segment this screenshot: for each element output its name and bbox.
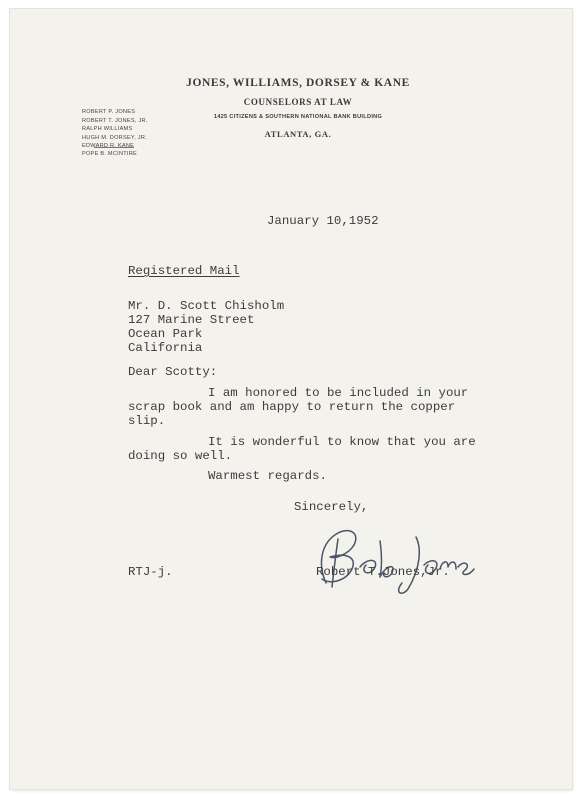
delivery-method: Registered Mail (128, 264, 240, 278)
typist-initials: RTJ-j. (128, 565, 173, 579)
paragraph-line: scrap book and am happy to return the copper (128, 400, 456, 414)
paragraph-line: It is wonderful to know that you are (208, 435, 476, 449)
partner-name: RALPH WILLIAMS (82, 126, 133, 133)
recipient-name: Mr. D. Scott Chisholm (128, 299, 285, 313)
letter-page (10, 9, 572, 789)
sign-off: Sincerely, (294, 500, 369, 514)
letter-date: January 10,1952 (267, 214, 379, 228)
recipient-state: California (128, 341, 203, 355)
handwritten-signature (308, 521, 478, 601)
recipient-street: 127 Marine Street (128, 313, 255, 327)
partner-name: ROBERT T. JONES, JR. (82, 117, 148, 124)
firm-city: ATLANTA, GA. (264, 129, 332, 139)
paragraph-line: slip. (128, 414, 166, 428)
paragraph-line: doing so well. (128, 449, 233, 463)
signer-typed-name: Robert T.Jones,Jr. (316, 565, 450, 579)
partner-name: EDWARD R. KANE (82, 143, 135, 150)
firm-building: 1425 CITIZENS & SOUTHERN NATIONAL BANK BUILDING (213, 114, 383, 120)
closing-line: Warmest regards. (208, 469, 327, 483)
recipient-city: Ocean Park (128, 327, 203, 341)
firm-name: JONES, WILLIAMS, DORSEY & KANE (186, 77, 410, 89)
partner-list (82, 108, 148, 151)
partner-name: HUGH M. DORSEY, JR. (82, 134, 147, 141)
paragraph-line: I am honored to be included in your (208, 386, 469, 400)
partner-divider (94, 147, 134, 148)
firm-subtitle: COUNSELORS AT LAW (243, 97, 353, 107)
associate-name: POPE B. MCINTIRE (82, 151, 137, 157)
partner-name: ROBERT P. JONES (82, 109, 136, 115)
salutation: Dear Scotty: (128, 365, 218, 379)
